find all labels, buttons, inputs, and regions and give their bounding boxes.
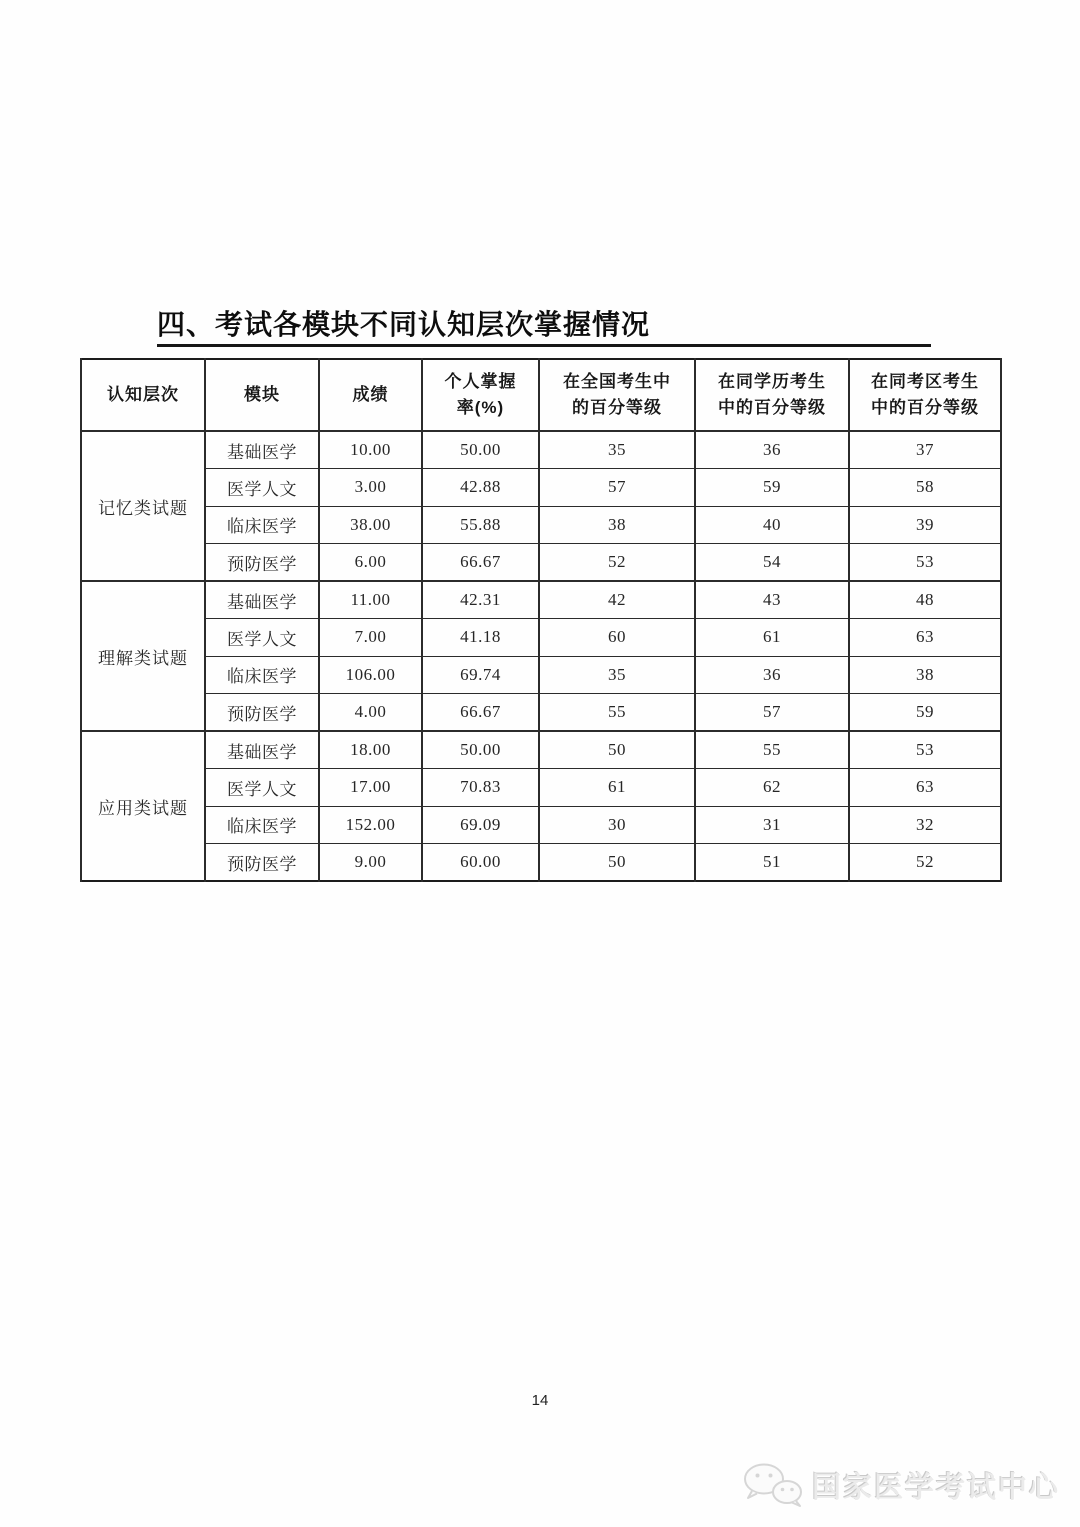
module-cell: 医学人文 (205, 619, 319, 657)
mastery-cell: 42.31 (422, 581, 539, 619)
header-cell-degree-percentile (695, 359, 849, 431)
module-cell: 预防医学 (205, 544, 319, 582)
pct-district-cell: 52 (849, 844, 1001, 882)
table-row (81, 544, 1001, 582)
pct-district-cell: 37 (849, 431, 1001, 469)
pct-national-cell: 55 (539, 694, 695, 732)
module-cell: 医学人文 (205, 769, 319, 807)
mastery-cell: 50.00 (422, 731, 539, 769)
pct-national-cell: 42 (539, 581, 695, 619)
module-cell: 预防医学 (205, 694, 319, 732)
pct-district-cell: 48 (849, 581, 1001, 619)
section-title-block (157, 309, 931, 347)
score-cell: 6.00 (319, 544, 422, 582)
mastery-cell: 41.18 (422, 619, 539, 657)
pct-degree-cell: 51 (695, 844, 849, 882)
pct-national-cell: 38 (539, 506, 695, 544)
pct-national-cell: 52 (539, 544, 695, 582)
pct-degree-cell: 59 (695, 469, 849, 507)
category-cell: 理解类试题 (81, 581, 205, 731)
table-header-row (81, 359, 1001, 431)
module-cell: 基础医学 (205, 581, 319, 619)
table-row (81, 769, 1001, 807)
pct-degree-cell: 57 (695, 694, 849, 732)
pct-national-cell: 50 (539, 844, 695, 882)
pct-degree-cell: 61 (695, 619, 849, 657)
mastery-cell: 66.67 (422, 544, 539, 582)
table-row (81, 469, 1001, 507)
header-line: 在同考区考生 (871, 372, 979, 391)
score-cell: 152.00 (319, 806, 422, 844)
page-number: 14 (531, 1392, 549, 1409)
mastery-cell: 69.09 (422, 806, 539, 844)
mastery-cell: 55.88 (422, 506, 539, 544)
header-cell-cognition-level (81, 359, 205, 431)
pct-degree-cell: 55 (695, 731, 849, 769)
table-row (81, 619, 1001, 657)
score-cell: 3.00 (319, 469, 422, 507)
pct-degree-cell: 54 (695, 544, 849, 582)
pct-national-cell: 60 (539, 619, 695, 657)
category-cell: 记忆类试题 (81, 431, 205, 581)
score-cell: 106.00 (319, 656, 422, 694)
header-cell-mastery-rate (422, 359, 539, 431)
score-cell: 4.00 (319, 694, 422, 732)
score-cell: 9.00 (319, 844, 422, 882)
wechat-icon (742, 1462, 804, 1508)
pct-district-cell: 39 (849, 506, 1001, 544)
header-cell-module (205, 359, 319, 431)
header-line: 中的百分等级 (718, 398, 826, 417)
header-line: 率(%) (456, 398, 505, 417)
score-cell: 17.00 (319, 769, 422, 807)
pct-degree-cell: 43 (695, 581, 849, 619)
table-row (81, 656, 1001, 694)
pct-district-cell: 59 (849, 694, 1001, 732)
pct-degree-cell: 36 (695, 656, 849, 694)
table-row (81, 506, 1001, 544)
pct-national-cell: 35 (539, 431, 695, 469)
score-cell: 38.00 (319, 506, 422, 544)
header-line: 在同学历考生 (718, 372, 826, 391)
pct-national-cell: 35 (539, 656, 695, 694)
table-row (81, 581, 1001, 619)
header-cell-district-percentile (849, 359, 1001, 431)
mastery-cell: 70.83 (422, 769, 539, 807)
header-line: 中的百分等级 (871, 398, 979, 417)
module-cell: 基础医学 (205, 731, 319, 769)
pct-district-cell: 63 (849, 769, 1001, 807)
pct-district-cell: 38 (849, 656, 1001, 694)
table-row (81, 844, 1001, 882)
pct-district-cell: 53 (849, 731, 1001, 769)
cognition-mastery-table (80, 358, 1002, 882)
module-cell: 预防医学 (205, 844, 319, 882)
category-cell: 应用类试题 (81, 731, 205, 881)
score-cell: 7.00 (319, 619, 422, 657)
table-row (81, 694, 1001, 732)
module-cell: 临床医学 (205, 656, 319, 694)
table-row (81, 806, 1001, 844)
watermark-text: 国家医学考试中心 (811, 1471, 1060, 1504)
mastery-cell: 42.88 (422, 469, 539, 507)
module-cell: 临床医学 (205, 506, 319, 544)
header-line: 个人掌握 (444, 372, 517, 391)
mastery-cell: 69.74 (422, 656, 539, 694)
module-cell: 基础医学 (205, 431, 319, 469)
table-row (81, 431, 1001, 469)
header-line: 在全国考生中 (563, 372, 671, 391)
pct-district-cell: 32 (849, 806, 1001, 844)
pct-district-cell: 53 (849, 544, 1001, 582)
table-row (81, 731, 1001, 769)
pct-district-cell: 63 (849, 619, 1001, 657)
watermark (742, 1462, 1060, 1508)
pct-national-cell: 61 (539, 769, 695, 807)
pct-district-cell: 58 (849, 469, 1001, 507)
module-cell: 临床医学 (205, 806, 319, 844)
score-cell: 18.00 (319, 731, 422, 769)
mastery-cell: 50.00 (422, 431, 539, 469)
header-line: 模块 (244, 385, 280, 404)
pct-national-cell: 57 (539, 469, 695, 507)
pct-degree-cell: 36 (695, 431, 849, 469)
mastery-cell: 66.67 (422, 694, 539, 732)
header-cell-national-percentile (539, 359, 695, 431)
section-title: 四、考试各模块不同认知层次掌握情况 (157, 309, 651, 340)
header-line: 的百分等级 (572, 398, 662, 417)
pct-degree-cell: 62 (695, 769, 849, 807)
header-line: 认知层次 (107, 385, 179, 404)
header-cell-score (319, 359, 422, 431)
module-cell: 医学人文 (205, 469, 319, 507)
pct-degree-cell: 31 (695, 806, 849, 844)
pct-degree-cell: 40 (695, 506, 849, 544)
pct-national-cell: 30 (539, 806, 695, 844)
score-cell: 10.00 (319, 431, 422, 469)
mastery-cell: 60.00 (422, 844, 539, 882)
score-cell: 11.00 (319, 581, 422, 619)
header-line: 成绩 (352, 385, 389, 404)
pct-national-cell: 50 (539, 731, 695, 769)
